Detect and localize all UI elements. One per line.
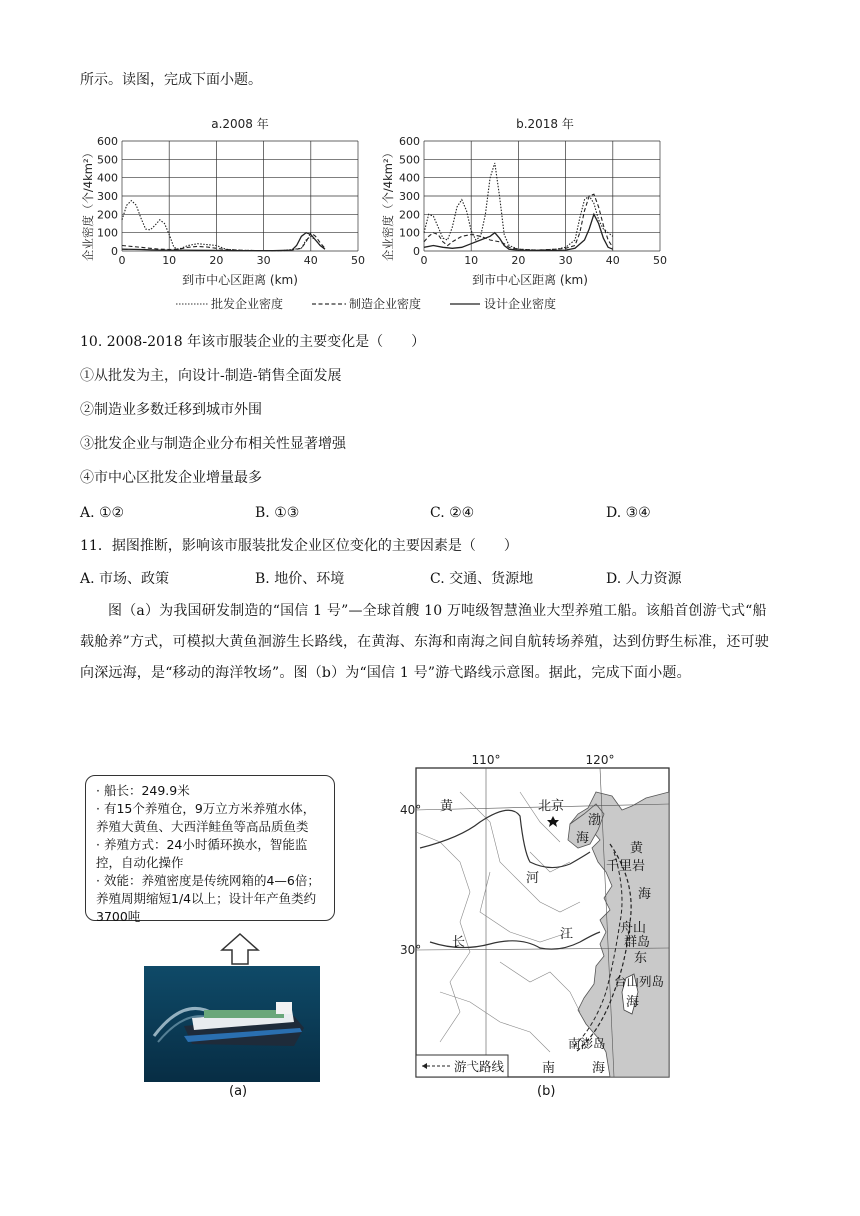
chart-b-ylabel: 企业密度（个/4km²）	[381, 146, 395, 262]
q11-option-a[interactable]: A. 市场、政策	[80, 571, 170, 587]
label-hai3: 海	[592, 1061, 606, 1076]
label-jiang: 江	[560, 927, 574, 942]
q10-item-2: ②制造业多数迁移到城市外围	[80, 402, 262, 418]
chart-a-plot	[97, 135, 365, 267]
x-tick-label: 30	[558, 254, 573, 267]
lat-30: 30°	[400, 943, 422, 957]
x-tick-label: 40	[605, 254, 620, 267]
map-legend-label: 游弋路线	[454, 1059, 505, 1074]
legend-label-wholesale: 批发企业密度	[211, 297, 284, 311]
x-tick-label: 30	[256, 254, 271, 267]
q10-option-a[interactable]: A. ①②	[80, 505, 125, 521]
q10-item-1: ①从批发为主，向设计-制造-销售全面发展	[80, 368, 342, 384]
series-line-dotted	[122, 201, 325, 251]
chart-legend	[176, 296, 556, 311]
q10-item-4: ④市中心区批发企业增量最多	[80, 470, 262, 486]
y-tick-label: 300	[399, 190, 420, 203]
x-tick-label: 50	[351, 254, 365, 267]
legend-label-design: 设计企业密度	[484, 297, 557, 311]
passage-paragraph: 图（a）为我国研发制造的“国信 1 号”—全球首艘 10 万吨级智慧渔业大型养殖工船。该船首创游弋式“船载舱养”方式，可模拟大黄鱼洄游生长路线，在黄海、东海和南海之间自航转场养殖，达到仿野生标准，还可驶向深远海，是“移动的海洋牧场”。图（b）为“国信 1 号”游弋路线示意图。据此，完成下面小题。	[80, 603, 769, 681]
y-tick-label: 600	[97, 135, 118, 148]
label-chang: 长	[452, 935, 466, 950]
q10-stem: 10. 2008-2018 年该市服装企业的主要变化是（ ）	[80, 334, 426, 350]
legend-label-manufacturing: 制造企业密度	[349, 297, 422, 311]
q11-option-b[interactable]: B. 地价、环境	[255, 571, 345, 587]
intro-text: 所示。读图，完成下面小题。	[80, 72, 262, 88]
q11-option-c[interactable]: C. 交通、货源地	[430, 571, 534, 587]
y-tick-label: 300	[97, 190, 118, 203]
chart-b-plot	[399, 135, 667, 267]
y-tick-label: 600	[399, 135, 420, 148]
x-tick-label: 0	[118, 254, 126, 267]
q10-option-d[interactable]: D. ③④	[606, 505, 651, 521]
x-tick-label: 0	[420, 254, 428, 267]
x-tick-label: 20	[209, 254, 224, 267]
label-nanpeng: 南澎岛	[568, 1036, 606, 1051]
ship-info-box	[85, 775, 335, 924]
info-line-tanks: · 有15个养殖仓，9万立方米养殖水体，养殖大黄鱼、大西洋鲑鱼等高品质鱼类	[96, 801, 316, 834]
label-zhoushan: 舟山	[620, 921, 647, 936]
label-qundao: 群岛	[624, 935, 651, 950]
fig-a-caption: (a)	[229, 1084, 248, 1099]
label-huang: 黄	[440, 799, 454, 814]
series-line-solid	[122, 233, 325, 251]
up-arrow-icon	[218, 932, 262, 966]
y-tick-label: 200	[97, 208, 118, 222]
q11-stem: 11．据图推断，影响该市服装批发企业区位变化的主要因素是（ ）	[80, 538, 518, 554]
x-tick-label: 40	[303, 254, 318, 267]
q10-option-c[interactable]: C. ②④	[430, 505, 475, 521]
y-tick-label: 0	[111, 245, 118, 258]
x-tick-label: 10	[464, 254, 479, 267]
y-tick-label: 200	[399, 208, 420, 222]
label-he: 河	[526, 871, 540, 886]
info-line-efficiency: · 效能：养殖密度是传统网箱的4—6倍；养殖周期缩短1/4以上；设计年产鱼类约3700吨	[96, 873, 320, 924]
label-taishan: 台山列岛	[614, 974, 665, 989]
info-line-method: · 养殖方式：24小时循环换水，智能监控，自动化操作	[96, 837, 308, 870]
y-tick-label: 100	[399, 226, 420, 240]
lon-120: 120°	[585, 753, 615, 767]
info-line-length: · 船长：249.9米	[96, 783, 190, 798]
x-tick-label: 20	[511, 254, 526, 267]
x-tick-label: 50	[653, 254, 667, 267]
label-huang-sea: 黄	[630, 841, 644, 856]
label-dong: 东	[634, 951, 648, 966]
q10-item-3: ③批发企业与制造企业分布相关性显著增强	[80, 436, 346, 452]
y-tick-label: 500	[97, 153, 118, 167]
label-hai1: 海	[638, 887, 652, 902]
x-tick-label: 10	[162, 254, 177, 267]
ship-photo	[144, 966, 320, 1082]
fig-b-caption: (b)	[537, 1084, 556, 1099]
q10-option-b[interactable]: B. ①③	[255, 505, 300, 521]
chart-a-ylabel: 企业密度（个/4km²）	[81, 146, 95, 262]
chart-b-xlabel: 到市中心区距离 (km)	[472, 273, 588, 287]
y-tick-label: 400	[399, 171, 420, 185]
chart-a-title: a.2008 年	[211, 117, 269, 131]
label-beijing: 北京	[538, 799, 565, 814]
label-bo: 渤	[588, 813, 602, 828]
label-nan: 南	[542, 1061, 556, 1076]
chart-a-xlabel: 到市中心区距离 (km)	[182, 273, 298, 287]
route-map	[400, 752, 675, 1080]
lat-40: 40°	[400, 803, 422, 817]
q11-option-d[interactable]: D. 人力资源	[606, 571, 682, 587]
y-tick-label: 400	[97, 171, 118, 185]
label-qianliyan: 千里岩	[606, 859, 646, 874]
chart-b-title: b.2018 年	[516, 117, 574, 131]
label-hai2: 海	[626, 995, 640, 1010]
y-tick-label: 100	[97, 226, 118, 240]
label-bohai-hai: 海	[576, 831, 590, 846]
y-tick-label: 500	[399, 153, 420, 167]
lon-110: 110°	[471, 753, 501, 767]
y-tick-label: 0	[413, 245, 420, 258]
enterprise-density-charts	[80, 108, 700, 318]
